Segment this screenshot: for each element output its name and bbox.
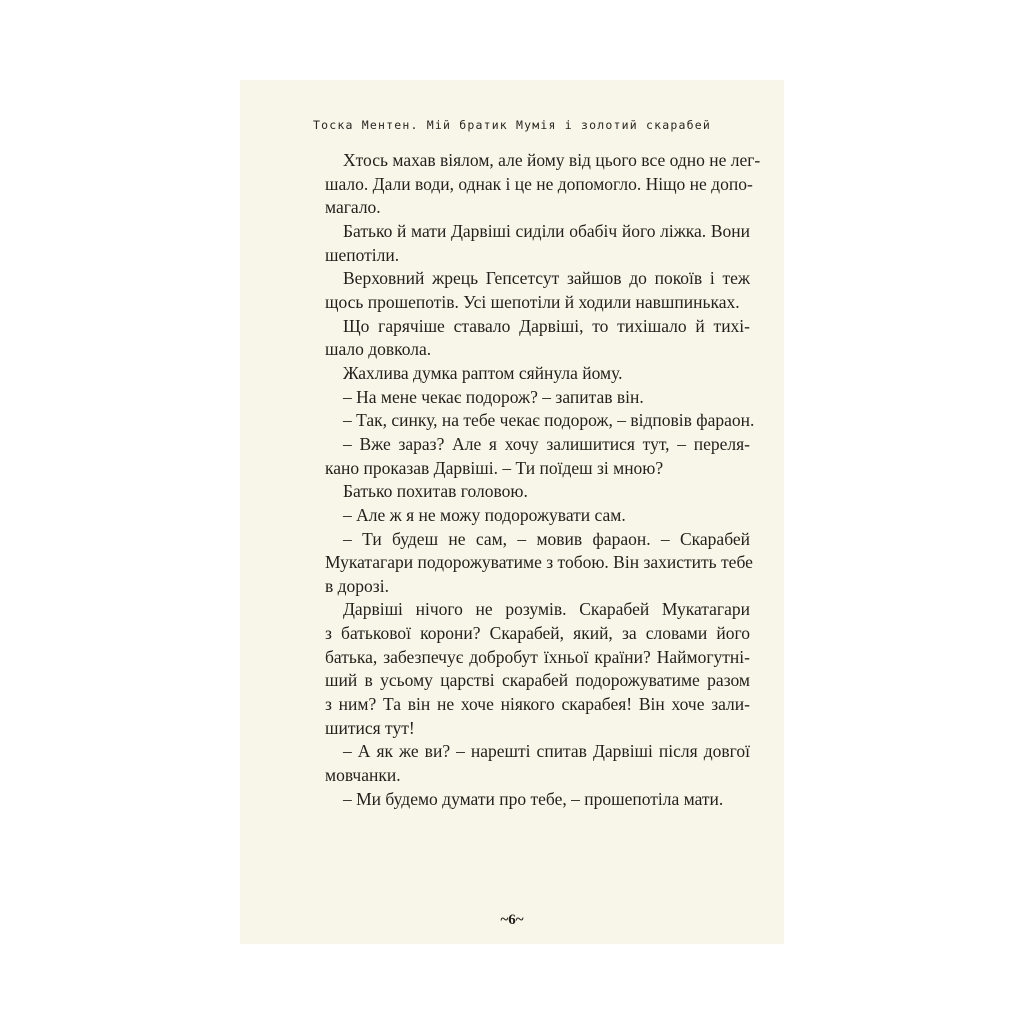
paragraph <box>325 740 750 787</box>
paragraph <box>325 409 755 433</box>
text-line: Батько й мати Дарвіші сиділи обабіч його ліжка. Вони <box>343 220 750 241</box>
paragraph <box>325 788 750 812</box>
text-line: шитися тут! <box>325 717 415 738</box>
paragraph <box>325 598 750 740</box>
text-line: Верховний жрець Гепсетсут зайшов до покоїв і теж <box>343 268 750 289</box>
text-line: магало. <box>325 197 381 218</box>
text-line: батька, забезпечує добробут їхньої країни? Наймогутні- <box>325 646 750 667</box>
text-line: шало. Дали води, однак і це не допомогло. Ніщо не допо- <box>325 173 753 194</box>
text-line: мовчанки. <box>325 765 401 786</box>
paragraph <box>325 433 750 480</box>
paragraph <box>325 480 750 504</box>
text-line: кано проказав Дарвіші. – Ти поїдеш зі мною? <box>325 457 664 478</box>
text-line: Дарвіші нічого не розумів. Скарабей Мукатагари <box>343 599 750 620</box>
paragraph <box>325 267 750 314</box>
text-line: Мукатагари подорожуватиме з тобою. Він захистить тебе <box>325 552 753 573</box>
paragraph <box>325 315 750 362</box>
text-line: шепотіли. <box>325 244 400 265</box>
text-line: в дорозі. <box>325 575 389 596</box>
paragraph <box>325 386 750 410</box>
paragraph <box>325 220 750 267</box>
text-line: Жахлива думка раптом сяйнула йому. <box>343 362 623 383</box>
text-line: – Так, синку, на тебе чекає подорож, – відповів фараон. <box>343 410 755 431</box>
paragraph <box>325 149 761 220</box>
text-line: Хтось махав віялом, але йому від цього все одно не лег- <box>343 150 761 170</box>
text-line: шало довкола. <box>325 339 432 360</box>
text-line: – Ми будемо думати про тебе, – прошепотіла мати. <box>343 788 724 809</box>
text-line: Що гарячіше ставало Дарвіші, то тихішало й тихі- <box>343 315 750 336</box>
text-line: – Але ж я не можу подорожувати сам. <box>343 504 626 525</box>
text-line: – Вже зараз? Але я хочу залишитися тут, – переля- <box>343 433 750 454</box>
text-line: – Ти будеш не сам, – мовив фараон. – Скарабей <box>343 528 750 549</box>
text-line: Батько похитав головою. <box>343 481 528 502</box>
book-page <box>240 80 784 944</box>
paragraph <box>325 362 750 386</box>
text-line: – На мене чекає подорож? – запитав він. <box>343 386 644 407</box>
text-line: – А як же ви? – нарешті спитав Дарвіші після довгої <box>343 741 750 762</box>
text-line: щось прошепотів. Усі шепотіли й ходили навшпиньках. <box>325 291 740 312</box>
running-header: Тоска Ментен. Мій братик Мумія і золотий скарабей <box>312 118 712 132</box>
page-body-text <box>325 149 761 811</box>
text-line: з ним? Та він не хоче ніякого скарабея! Він хоче зали- <box>325 694 750 715</box>
paragraph <box>325 504 750 528</box>
page-number: ~6~ <box>500 912 524 928</box>
text-line: з батькової корони? Скарабей, який, за словами його <box>325 623 750 644</box>
paragraph <box>325 528 753 599</box>
text-line: ший в усьому царстві скарабей подорожуватиме разом <box>325 670 750 691</box>
